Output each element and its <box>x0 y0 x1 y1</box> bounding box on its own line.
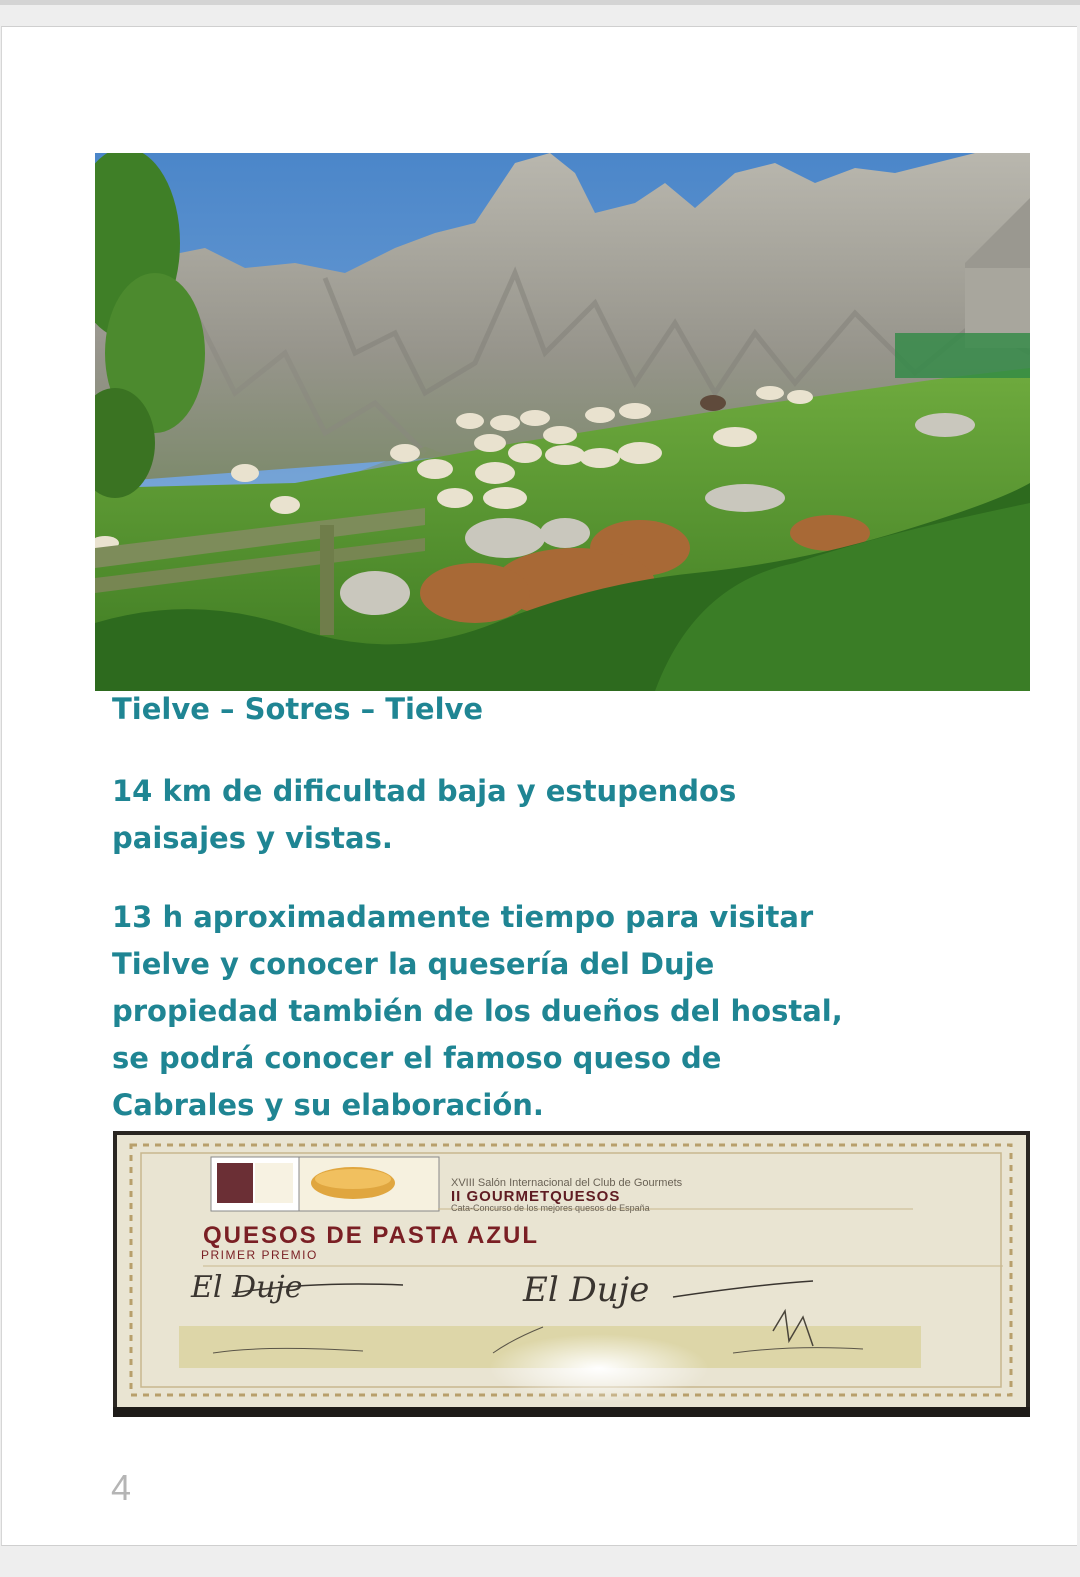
route-description-paragraph: 14 km de dificultad baja y estupendos paisajes y vistas. <box>112 774 737 855</box>
route-title: Tielve – Sotres – Tielve <box>112 692 484 726</box>
visit-description-paragraph: 13 h aproximadamente tiempo para visitar Tielve y conocer la quesería del Duje propiedad también de los dueños del hostal, se podrá conocer el famoso queso de Cabrales y su elaboración. <box>112 900 843 1122</box>
page-number: 4 <box>111 1467 132 1508</box>
viewer-top-strip <box>0 0 1080 5</box>
document-page <box>1 26 1077 1546</box>
award-certificate-photo <box>113 1131 1030 1417</box>
landscape-photo <box>95 153 1030 691</box>
